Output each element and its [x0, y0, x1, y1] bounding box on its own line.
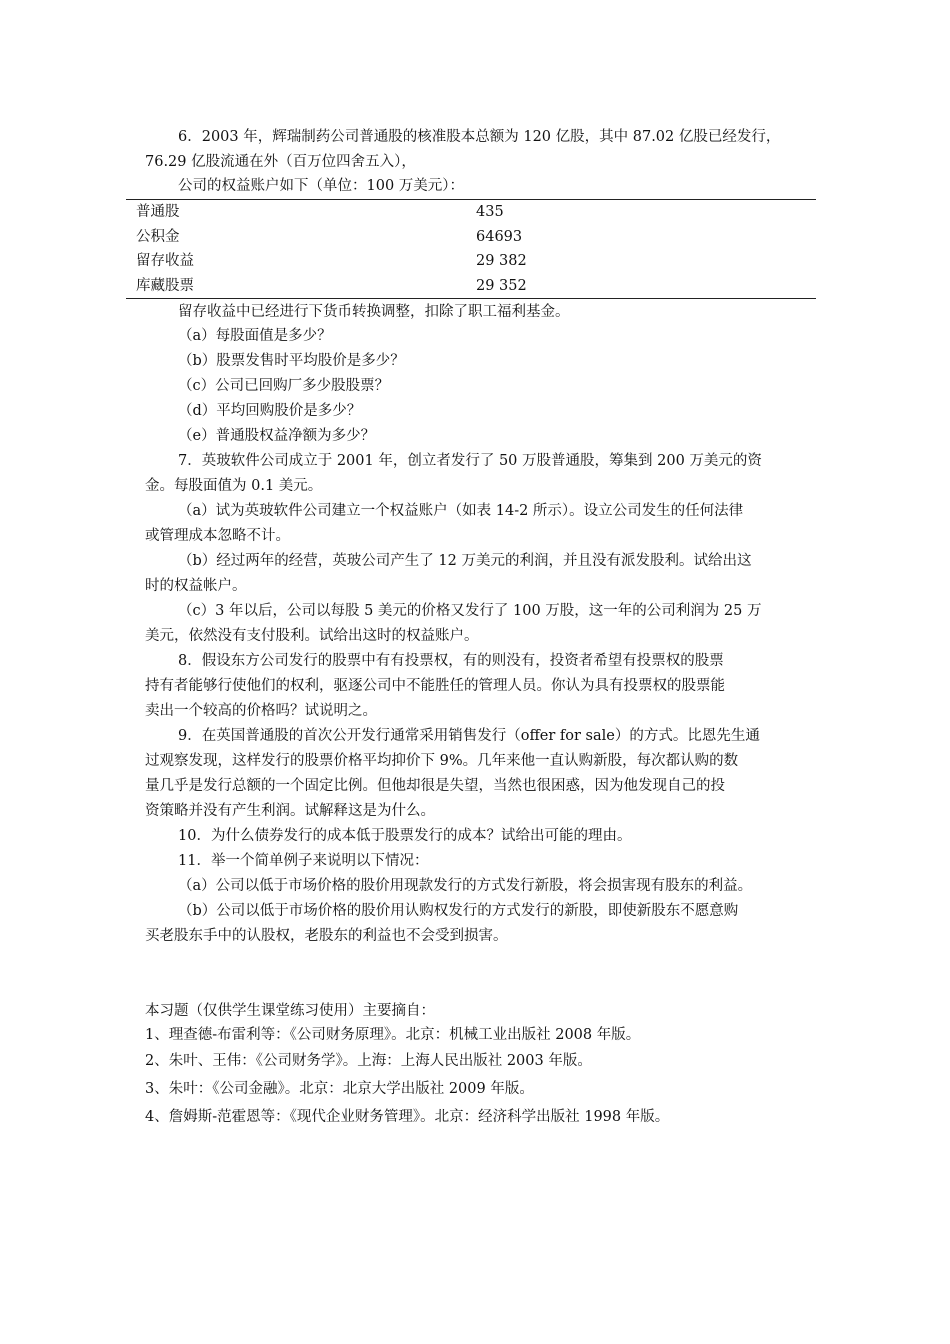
equity-account-table [126, 199, 816, 299]
table-cell-item: 留存收益 [136, 253, 194, 269]
q8-line-2: 持有者能够行使他们的权利，驱逐公司中不能胜任的管理人员。你认为具有投票权的股票能 [145, 678, 725, 694]
reference-item: 4、詹姆斯-范霍恩等：《现代企业财务管理》。北京：经济科学出版社 1998 年版。 [145, 1109, 670, 1125]
q11-sub-a: （a）公司以低于市场价格的股价用现款发行的方式发行新股，将会损害现有股东的利益。 [178, 878, 753, 894]
q9-line-1: 9．在英国普通股的首次公开发行通常采用销售发行（offer for sale）的方式。比恩先生通 [178, 728, 760, 744]
q6-table-intro: 公司的权益账户如下（单位：100 万美元）： [178, 178, 465, 194]
q9-line-2: 过观察发现，这样发行的股票价格平均抑价下 9%。几年来他一直认购新股，每次都认购的数 [145, 753, 739, 769]
q11-b-line-1: （b）公司以低于市场价格的股价用认购权发行的方式发行的新股，即使新股东不愿意购 [178, 903, 739, 919]
table-row [126, 225, 816, 250]
q7-line-1: 7．英玻软件公司成立于 2001 年，创立者发行了 50 万股普通股，筹集到 200 万美元的资 [178, 453, 762, 469]
reference-item: 3、朱叶：《公司金融》。北京：北京大学出版社 2009 年版。 [145, 1081, 534, 1097]
table-cell-value: 435 [476, 204, 504, 220]
table-cell-item: 库藏股票 [136, 277, 194, 294]
q7-a-line-1: （a）试为英玻软件公司建立一个权益账户（如表 14-2 所示）。设立公司发生的任何法律 [178, 503, 744, 519]
reference-item: 1、理查德-布雷利等：《公司财务原理》。北京：机械工业出版社 2008 年版。 [145, 1027, 641, 1043]
table-row [126, 274, 816, 299]
table-cell-item: 公积金 [136, 228, 180, 245]
q6-sub-a: （a）每股面值是多少？ [178, 328, 332, 344]
q6-sub-d: （d）平均回购股价是多少？ [178, 403, 362, 419]
references-heading: 本习题（仅供学生课堂练习使用）主要摘自： [145, 1003, 435, 1019]
table-row [126, 200, 816, 225]
q8-line-1: 8．假设东方公司发行的股票中有有投票权，有的则没有，投资者希望有投票权的股票 [178, 653, 724, 669]
q6-line-2: 76.29 亿股流通在外（百万位四舍五入）， [145, 154, 416, 170]
q11-line-1: 11．举一个简单例子来说明以下情况： [178, 853, 429, 869]
q6-sub-b: （b）股票发售时平均股价是多少？ [178, 353, 405, 369]
q9-line-4: 资策略并没有产生利润。试解释这是为什么。 [145, 803, 435, 819]
q6-sub-c: （c）公司已回购厂多少股股票？ [178, 378, 390, 394]
q7-line-2: 金。每股面值为 0.1 美元。 [145, 478, 323, 494]
q8-line-3: 卖出一个较高的价格吗？试说明之。 [145, 703, 377, 719]
table-cell-value: 64693 [476, 228, 523, 245]
table-cell-item: 普通股 [136, 204, 180, 220]
q7-b-line-2: 时的权益帐户。 [145, 578, 247, 594]
q7-c-line-1: （c）3 年以后，公司以每股 5 美元的价格又发行了 100 万股，这一年的公司利润为 25 万 [178, 603, 762, 619]
q11-b-line-2: 买老股东手中的认股权，老股东的利益也不会受到损害。 [145, 928, 508, 944]
q10-line-1: 10．为什么债券发行的成本低于股票发行的成本？试给出可能的理由。 [178, 828, 632, 844]
reference-item: 2、朱叶、王伟：《公司财务学》。上海：上海人民出版社 2003 年版。 [145, 1053, 592, 1069]
q6-sub-e: （e）普通股权益净额为多少？ [178, 428, 376, 444]
table-cell-value: 29 352 [476, 277, 527, 294]
q9-line-3: 量几乎是发行总额的一个固定比例。但他却很是失望，当然也很困惑，因为他发现自己的投 [145, 778, 725, 794]
q7-a-line-2: 或管理成本忽略不计。 [145, 528, 290, 544]
q7-c-line-2: 美元，依然没有支付股利。试给出这时的权益账户。 [145, 628, 479, 644]
table-cell-value: 29 382 [476, 253, 527, 269]
q6-note: 留存收益中已经进行下货币转换调整，扣除了职工福利基金。 [178, 304, 570, 320]
q6-line-1: 6．2003 年，辉瑞制药公司普通股的核准股本总额为 120 亿股，其中 87.02 亿股已经发行， [178, 129, 781, 145]
table-row [126, 249, 816, 274]
q7-b-line-1: （b）经过两年的经营，英玻公司产生了 12 万美元的利润，并且没有派发股利。试给出这 [178, 553, 752, 569]
